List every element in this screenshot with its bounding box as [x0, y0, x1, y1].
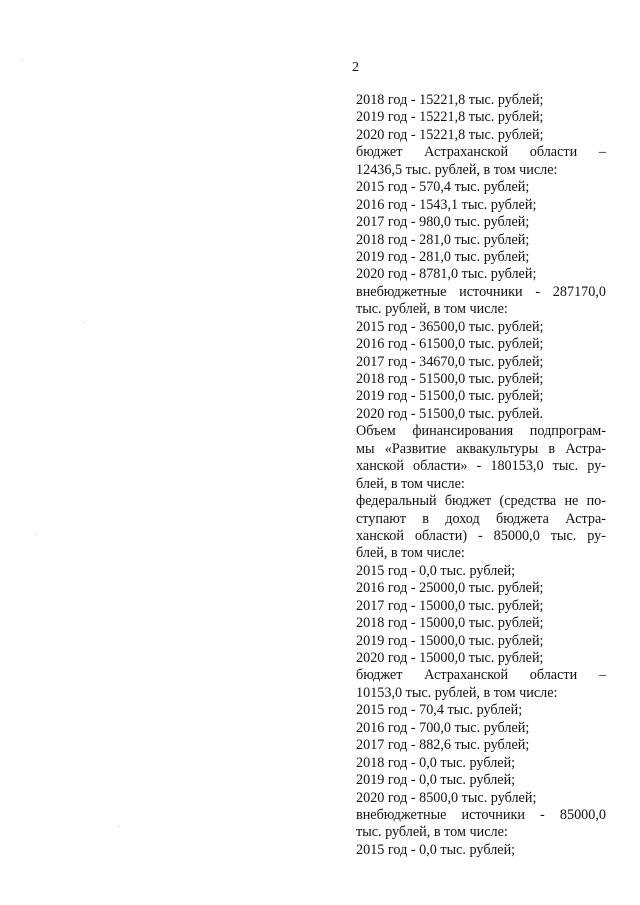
- text-line: 2019 год - 51500,0 тыс. рублей;: [356, 388, 544, 405]
- scan-speck: [84, 322, 85, 323]
- text-line: 2018 год - 281,0 тыс. рублей;: [356, 231, 530, 248]
- text-line: блей, в том числе:: [356, 545, 465, 562]
- text-line: 12436,5 тыс. рублей, в том числе:: [356, 161, 558, 178]
- text-line: внебюджетные источники - 85000,0: [356, 806, 606, 823]
- text-line: 2019 год - 15000,0 тыс. рублей;: [356, 632, 544, 649]
- text-line: 2020 год - 8500,0 тыс. рублей;: [356, 789, 537, 806]
- text-line: внебюджетные источники - 287170,0: [356, 283, 606, 300]
- text-line: 2016 год - 61500,0 тыс. рублей;: [356, 336, 544, 353]
- text-line: 2016 год - 1543,1 тыс. рублей;: [356, 196, 537, 213]
- page-number: 2: [352, 60, 359, 75]
- scan-speck: [36, 534, 37, 535]
- text-line: бюджет Астраханской области –: [356, 144, 606, 161]
- text-line: 2017 год - 882,6 тыс. рублей;: [356, 737, 530, 754]
- text-line: мы «Развитие аквакультуры в Астра-: [356, 440, 606, 457]
- text-line: 2015 год - 570,4 тыс. рублей;: [356, 179, 530, 196]
- text-line: 2016 год - 25000,0 тыс. рублей;: [356, 580, 544, 597]
- text-line: ступают в доход бюджета Астра-: [356, 510, 606, 527]
- text-line: 10153,0 тыс. рублей, в том числе:: [356, 684, 558, 701]
- text-line: блей, в том числе:: [356, 475, 465, 492]
- text-line: 2015 год - 0,0 тыс. рублей;: [356, 841, 516, 858]
- text-line: 2020 год - 15000,0 тыс. рублей;: [356, 650, 544, 666]
- text-line: федеральный бюджет (средства не по-: [356, 493, 606, 510]
- text-line: 2019 год - 281,0 тыс. рублей;: [356, 248, 530, 265]
- text-line: 2018 год - 15000,0 тыс. рублей;: [356, 615, 544, 632]
- text-line: ханской области» - 180153,0 тыс. ру-: [356, 458, 606, 475]
- document-body: [356, 92, 606, 859]
- text-line: 2019 год - 15221,8 тыс. рублей;: [356, 109, 544, 126]
- text-line: Объем финансирования подпрограм-: [356, 423, 606, 440]
- text-line: 2015 год - 0,0 тыс. рублей;: [356, 562, 516, 579]
- text-line: бюджет Астраханской области –: [356, 667, 606, 684]
- text-line: 2016 год - 700,0 тыс. рублей;: [356, 719, 530, 736]
- text-line: тыс. рублей, в том числе:: [356, 301, 508, 318]
- scan-speck: [22, 60, 23, 61]
- text-line: 2017 год - 34670,0 тыс. рублей;: [356, 353, 544, 370]
- text-line: ханской области) - 85000,0 тыс. ру-: [356, 527, 606, 544]
- text-line: 2017 год - 15000,0 тыс. рублей;: [356, 597, 544, 614]
- text-line: 2018 год - 51500,0 тыс. рублей;: [356, 371, 544, 387]
- text-line: 2018 год - 15221,8 тыс. рублей;: [356, 92, 544, 108]
- text-line: 2018 год - 0,0 тыс. рублей;: [356, 754, 516, 771]
- text-line: 2015 год - 36500,0 тыс. рублей;: [356, 318, 544, 335]
- text-line: 2020 год - 8781,0 тыс. рублей;: [356, 266, 537, 283]
- text-line: тыс. рублей, в том числе:: [356, 824, 508, 841]
- text-line: 2019 год - 0,0 тыс. рублей;: [356, 772, 516, 789]
- text-line: 2020 год - 51500,0 тыс. рублей.: [356, 405, 544, 422]
- text-line: 2017 год - 980,0 тыс. рублей;: [356, 214, 530, 231]
- text-line: 2015 год - 70,4 тыс. рублей;: [356, 702, 523, 719]
- scan-speck: [118, 826, 119, 827]
- text-line: 2020 год - 15221,8 тыс. рублей;: [356, 126, 544, 143]
